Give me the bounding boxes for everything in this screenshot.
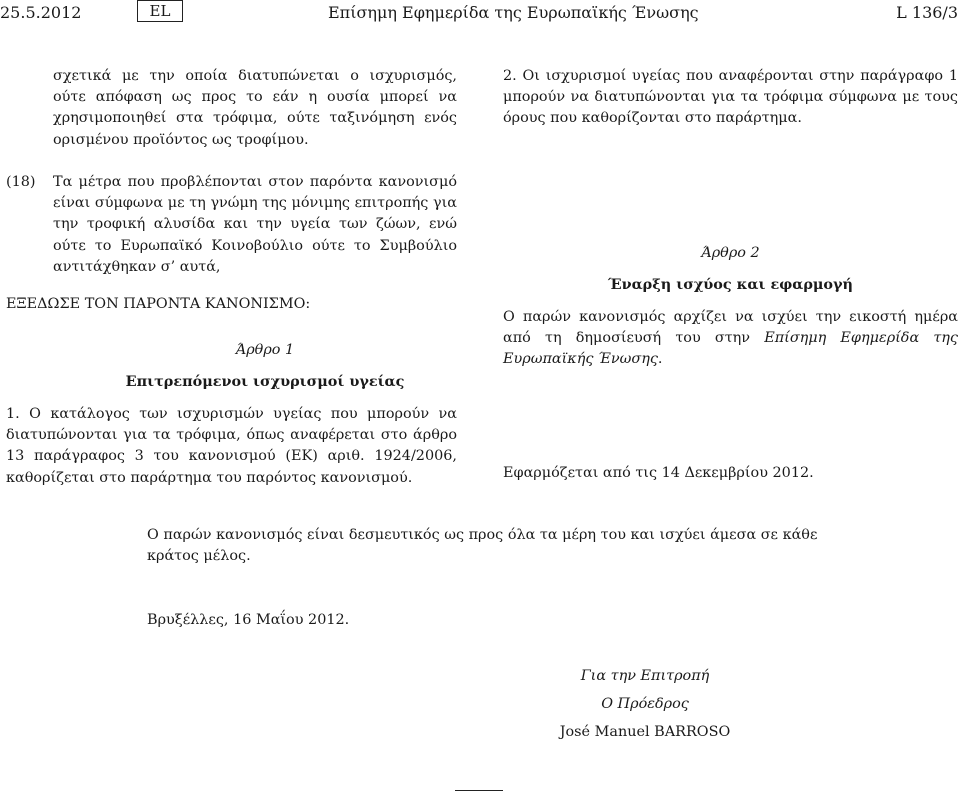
article-2-title: Έναρξη ισχύος και εφαρμογή <box>608 276 853 293</box>
signatory-name: José Manuel BARROSO <box>559 724 731 740</box>
language-code-box: EL <box>137 0 183 22</box>
article-1-title: Επιτρεπόμενοι ισχυρισμοί υγείας <box>125 373 405 390</box>
header-date: 25.5.2012 <box>0 3 82 22</box>
place-and-date: Βρυξέλλες, 16 Μαΐου 2012. <box>147 612 350 628</box>
signature-line-1: Για την Επιτροπή <box>580 668 710 684</box>
page-reference: L 136/3 <box>896 3 958 22</box>
recital-18 <box>6 172 457 278</box>
footer-divider <box>455 790 503 791</box>
article-2-number: Άρθρο 2 <box>701 245 760 261</box>
article-1-paragraph-2: 2. Οι ισχυρισμοί υγείας που αναφέρονται στην παράγραφο 1 μπορούν να διατυπώνονται για τα τρόφιμα σύμφωνα με τους όρους που καθορίζονται στο παράρτημα. <box>503 68 958 127</box>
signature-line-2: Ο Πρόεδρος <box>601 696 689 712</box>
recital-text: Τα μέτρα που προβλέπονται στον παρόντα κανονισμό είναι σύμφωνα με τη γνώμη της μόνιμης επιτροπής για την τροφική αλυσίδα και την υγεία των ζώων, ενώ ούτε το Ευρωπαϊκό Κοινοβούλιο ούτε το Συμβούλιο αντιτάχθηκαν σ’ αυτά, <box>53 174 457 275</box>
recital-17-continuation: σχετικά με την οποία διατυπώνεται ο ισχυρισμός, ούτε απόφαση ως προς το εάν η ουσία μπορεί να χρησιμοποιηθεί στα τρόφιμα, ούτε ταξινόμηση ενός ορισμένου προϊόντος ως τροφίμου. <box>53 68 457 148</box>
article-2-application-date: Εφαρμόζεται από τις 14 Δεκεμβρίου 2012. <box>503 465 814 481</box>
article-2-text: Ο παρών κανονισμός αρχίζει να ισχύει την εικοστή ημέρα από τη δημοσίευσή του στην Επίσημη Εφημερίδα της Ευρωπαϊκής Ένωσης. <box>503 309 958 368</box>
journal-title: Επίσημη Εφημερίδα της Ευρωπαϊκής Ένωσης <box>328 3 699 22</box>
signature-block <box>520 662 770 746</box>
recital-number: (18) <box>6 174 36 190</box>
enacting-formula: ΕΞΕΔΩΣΕ ΤΟΝ ΠΑΡΟΝΤΑ ΚΑΝΟΝΙΣΜΟ: <box>6 296 311 312</box>
article-1-paragraph-1: 1. Ο κατάλογος των ισχυρισμών υγείας που μπορούν να διατυπώνονται για τα τρόφιμα, όπως αναφέρεται στο άρθρο 13 παράγραφος 3 του κανονισμού (ΕΚ) αριθ. 1924/2006, καθορίζεται στο παράρτημα του παρόντος κανονισμού. <box>6 406 457 486</box>
journal-name-italic: Επίσημη Εφημερίδα της Ευρωπαϊκής Ένωσης <box>503 330 958 368</box>
article-1-number: Άρθρο 1 <box>235 342 295 358</box>
binding-clause: Ο παρών κανονισμός είναι δεσμευτικός ως προς όλα τα μέρη του και ισχύει άμεσα σε κάθε κράτος μέλος. <box>147 527 818 565</box>
